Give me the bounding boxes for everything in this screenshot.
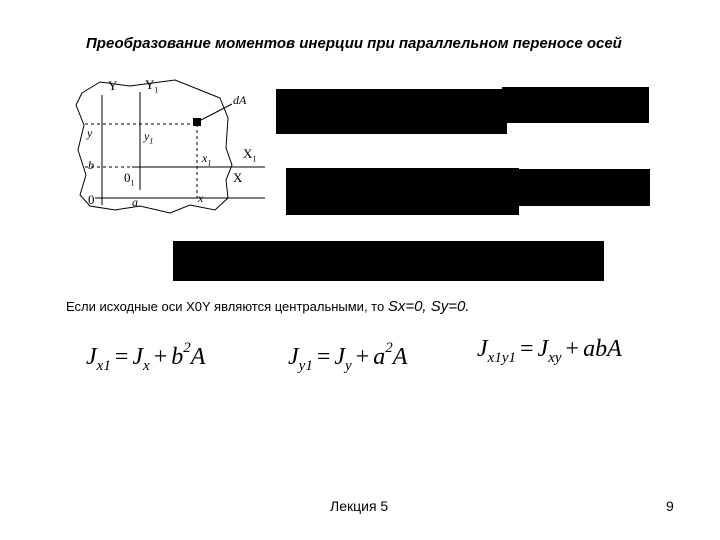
- label-dA: dA: [233, 93, 247, 107]
- redacted-block: [173, 241, 604, 281]
- slide-title: Преобразование моментов инерции при параллельном переносе осей: [86, 35, 622, 52]
- label-zero: 0: [88, 192, 95, 207]
- formula-jx1y1: $J_{x1y1} = J_{xy}$ + abA: [477, 336, 622, 366]
- label-X: X: [233, 170, 243, 185]
- redacted-block: [286, 168, 519, 215]
- formula-jx1: $J_{x1} = J_x + b^2A$: [86, 340, 206, 374]
- page-number: 9: [666, 498, 674, 514]
- footer-lecture: Лекция 5: [330, 498, 389, 514]
- central-axes-note: Если исходные оси X0Y являются центральными, то Sx=0, Sy=0.: [66, 298, 470, 315]
- redacted-block: [276, 89, 507, 134]
- label-Y1: $Y_1$: [145, 77, 159, 95]
- label-x1: $x_1$: [202, 151, 212, 168]
- redacted-block: [516, 169, 650, 206]
- redacted-block: [502, 87, 649, 123]
- label-a: a: [132, 195, 138, 209]
- label-O1: $0_1$: [124, 170, 135, 188]
- label-y1: $y_1$: [144, 129, 154, 146]
- element-dA: [193, 118, 201, 126]
- label-b: b: [88, 158, 94, 172]
- area-blob: [76, 80, 232, 213]
- label-y: y: [87, 126, 93, 140]
- label-x: x: [198, 191, 204, 205]
- formula-jy1: $J_{y1} = J_y + a^2A$: [288, 340, 408, 374]
- label-Y: Y: [108, 78, 118, 93]
- label-X1: $X_1$: [243, 146, 257, 164]
